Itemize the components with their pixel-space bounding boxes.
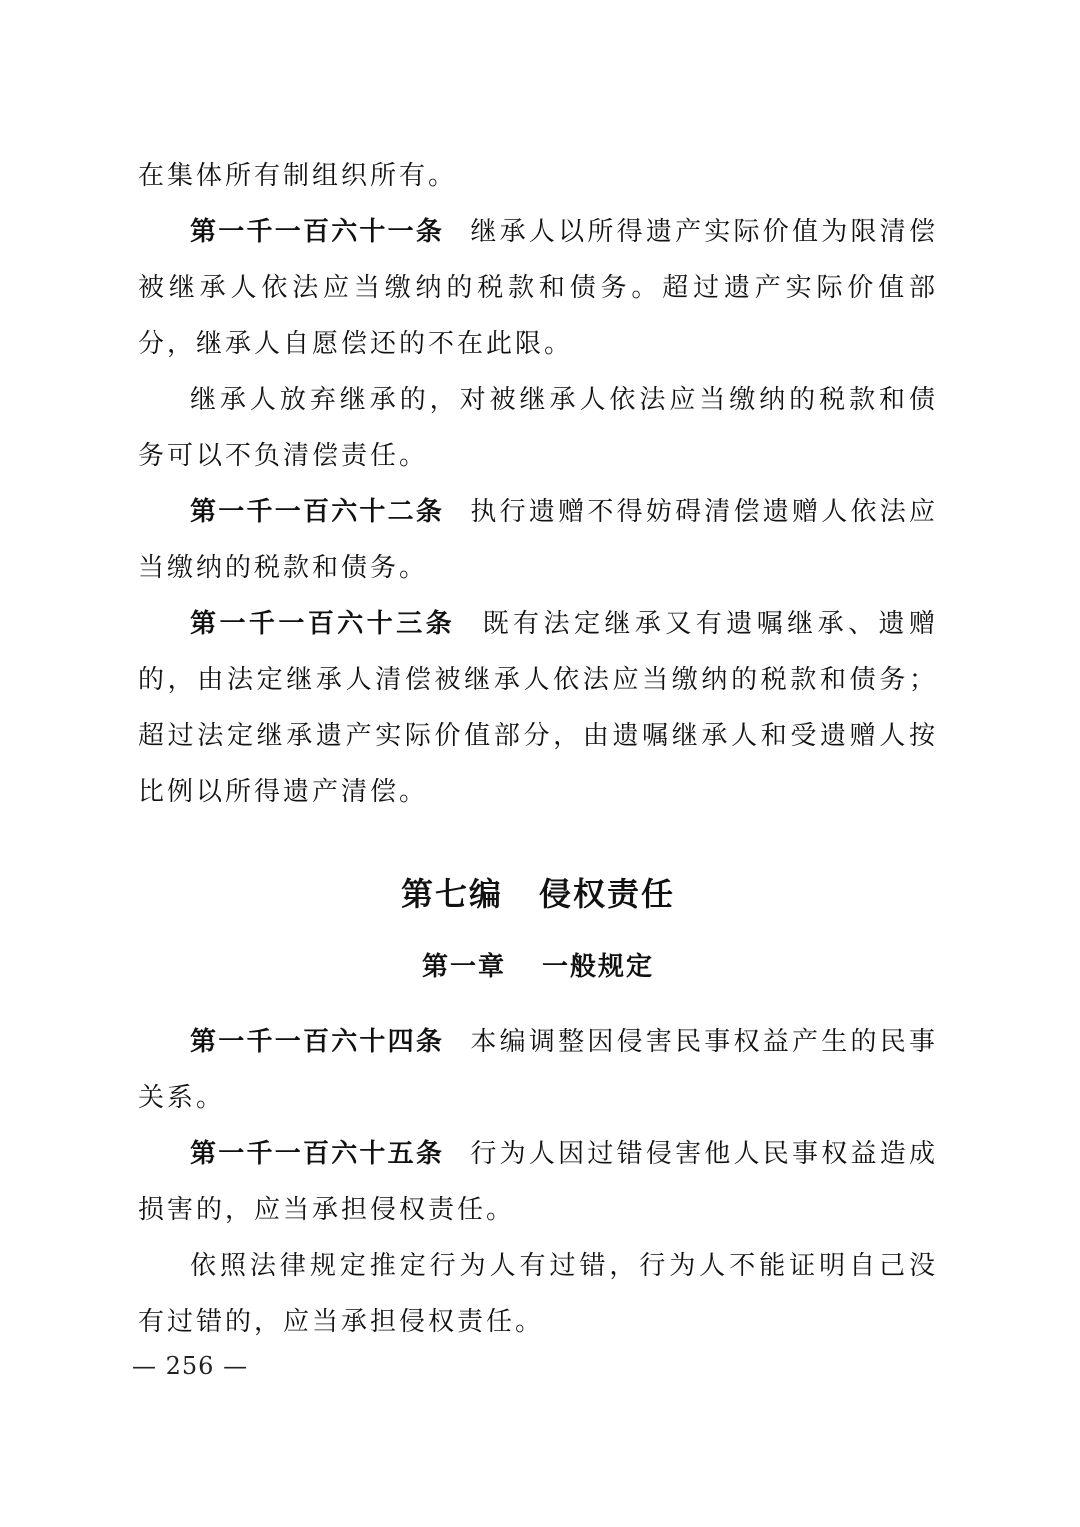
article-number: 第一千一百六十一条 [190,217,445,247]
article-1163 [138,596,938,820]
chapter-heading [138,934,938,1000]
part-heading [138,854,938,934]
article-1164 [138,1014,938,1126]
paragraph-text: 继承人放弃继承的，对被继承人依法应当缴纳的税款和债务可以不负清偿责任。 [138,385,938,471]
article-1162 [138,484,938,596]
paragraph-1161-2 [138,372,938,484]
article-text: 继承人以所得遗产实际价值为限清偿被继承人依法应当缴纳的税款和债务。超过遗产实际价值部分，继承人自愿偿还的不在此限。 [138,217,938,359]
paragraph-continuation [138,148,938,204]
article-text: 行为人因过错侵害他人民事权益造成损害的，应当承担侵权责任。 [138,1139,938,1225]
paragraph-1165-2 [138,1238,938,1350]
article-1161 [138,204,938,372]
article-1165 [138,1126,938,1238]
article-number: 第一千一百六十三条 [190,609,456,639]
article-text: 执行遗赠不得妨碍清偿遗赠人依法应当缴纳的税款和债务。 [138,497,938,583]
paragraph-group-top [138,148,938,820]
article-number: 第一千一百六十四条 [190,1027,445,1057]
chapter-title: 一般规定 [542,952,655,982]
part-title: 侵权责任 [539,875,676,913]
article-text: 既有法定继承又有遗嘱继承、遗赠的，由法定继承人清偿被继承人依法应当缴纳的税款和债务；超过法定继承遗产实际价值部分，由遗嘱继承人和受遗赠人按比例以所得遗产清偿。 [138,609,938,807]
article-number: 第一千一百六十五条 [190,1139,445,1169]
chapter-number: 第一章 [421,952,506,982]
paragraph-group-bottom [138,1014,938,1350]
part-number: 第七编 [400,875,503,913]
paragraph-text: 依照法律规定推定行为人有过错，行为人不能证明自己没有过错的，应当承担侵权责任。 [138,1251,938,1337]
article-number: 第一千一百六十二条 [190,497,445,527]
article-text: 本编调整因侵害民事权益产生的民事关系。 [138,1027,938,1113]
page-content [138,148,938,1350]
page-number: — 256 — [132,1352,249,1380]
paragraph-text: 在集体所有制组织所有。 [138,161,458,191]
